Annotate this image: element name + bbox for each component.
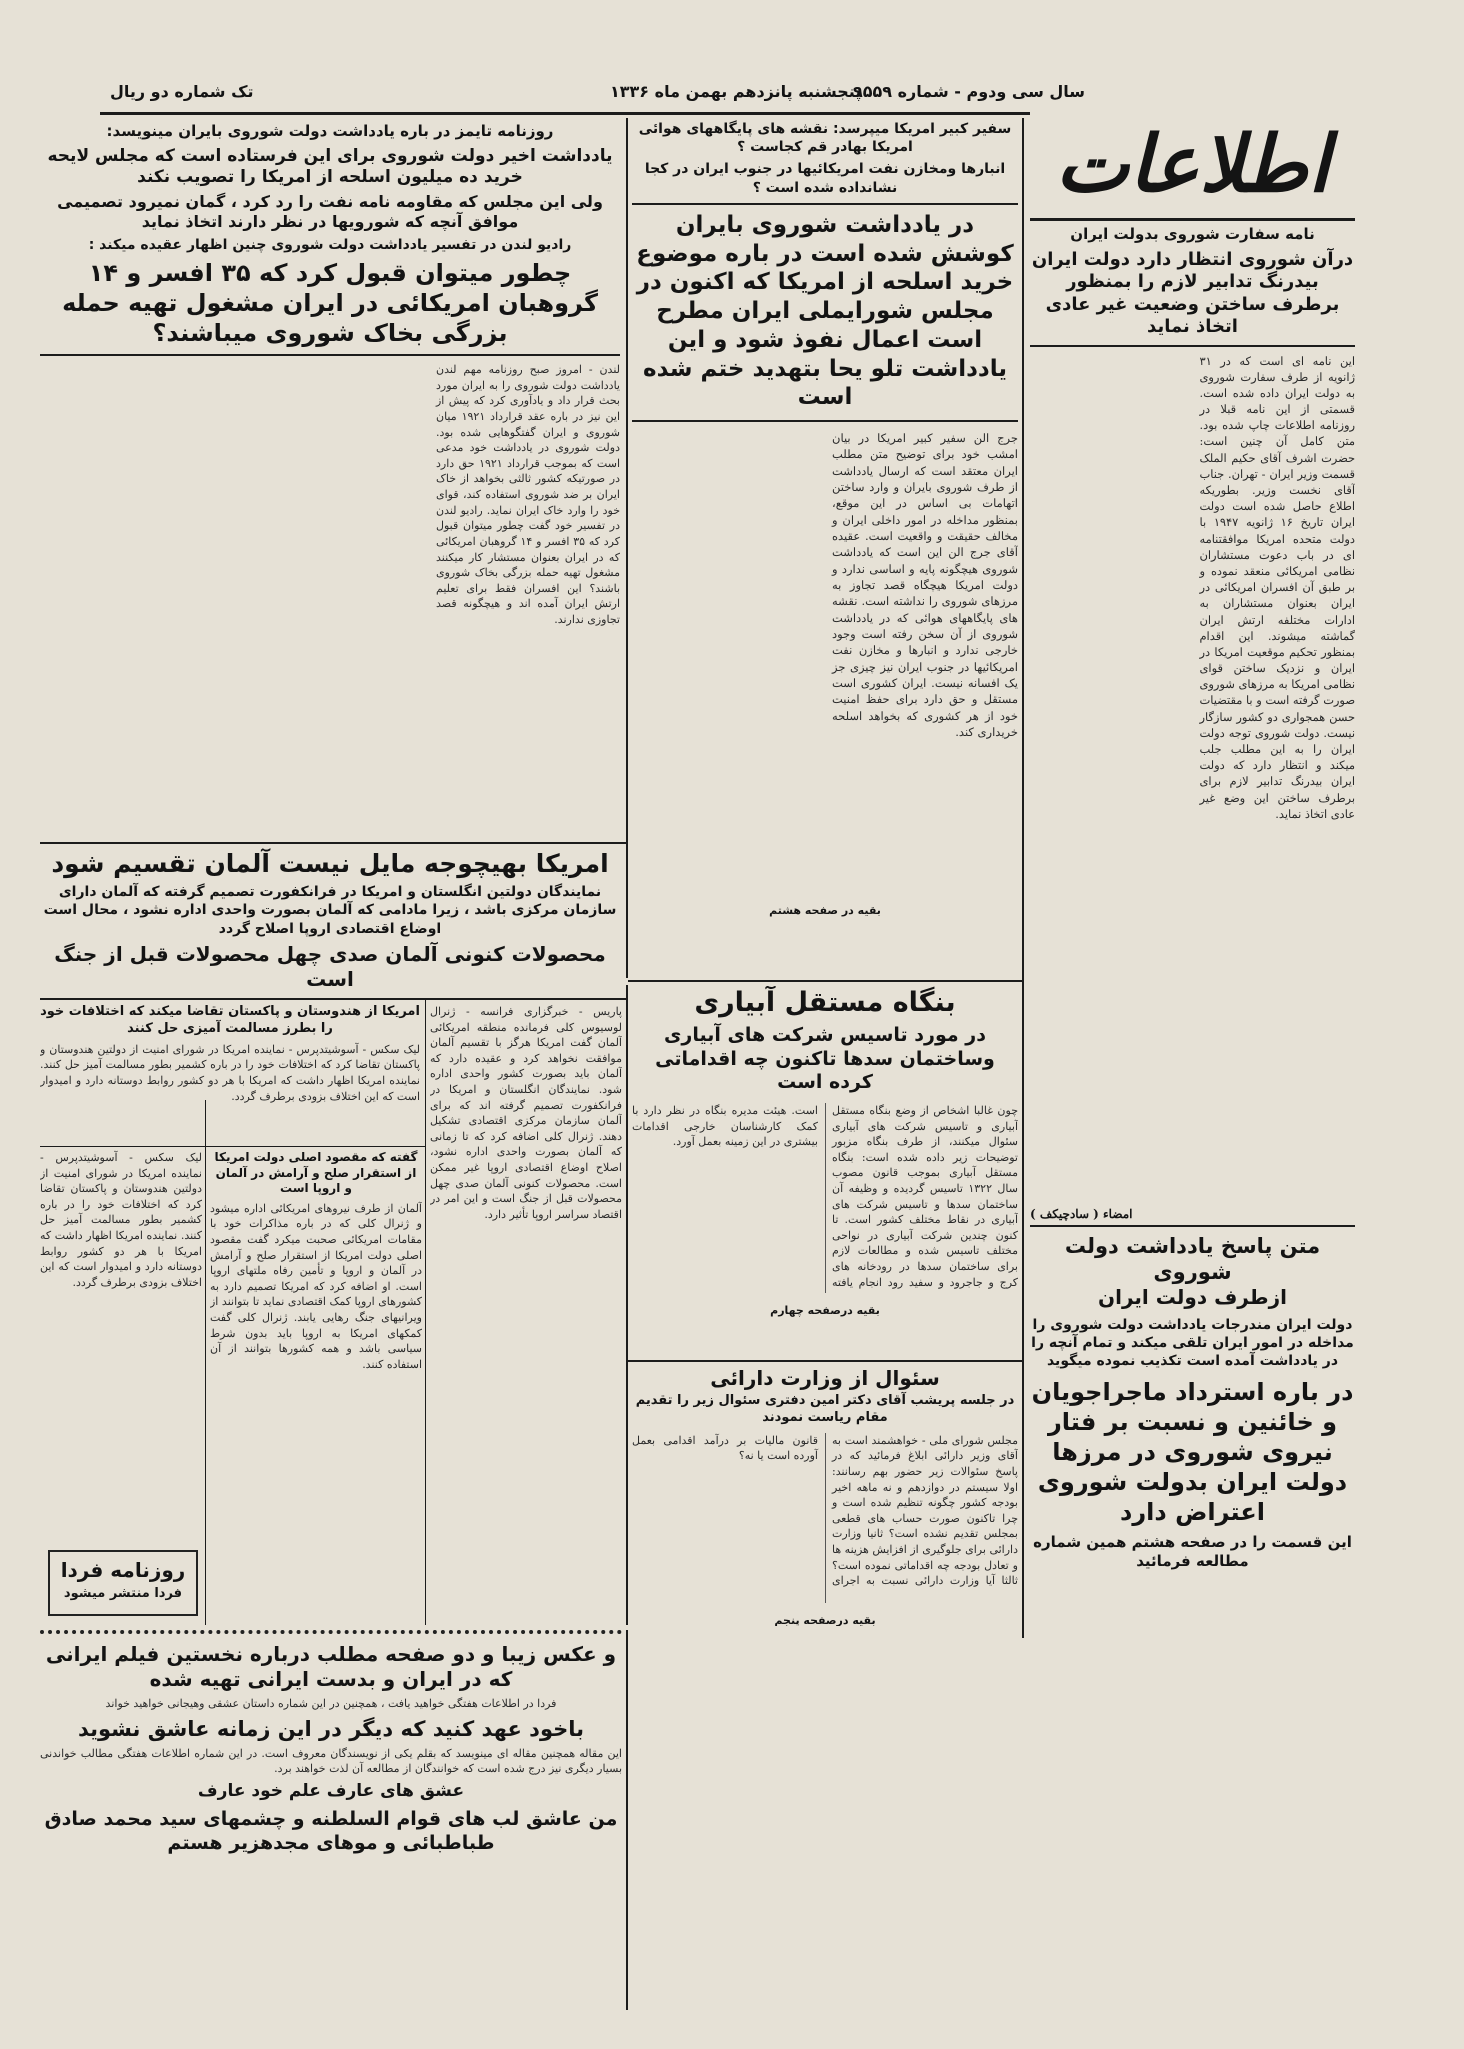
feature-right-border bbox=[626, 1630, 628, 2010]
tomorrow-line2: فردا منتشر میشود bbox=[63, 1586, 183, 1601]
irrigation-body: چون غالبا اشخاص از وضع بنگاه مستقل آبیاری و تاسیس شرکت های آبیاری سئوال میکنند، از طرف بنگاه مزبور توضیحات زیر داده شده است: بنگاه مستقل آبیاری بموجب قانون مصوب سال ۱۳۲۲ تاسیس گردیده و وظیفه آن ساختمان سدها و تاسیس شرکت های آبیاری در نقاط مختلف کشور است. تا کنون چندین شرکت آبیاری در نواحی مختلف تاسیس شده و مطالعات لازم برای ساختمان سدها در رودخانه های کرج و جاجرود و سفید رود انجام یافته است. هیئت مدیره بنگاه در نظر دارد با کمک کارشناسان خارجی اقدامات بیشتری در این زمینه بعمل آورد. bbox=[632, 1104, 1018, 1289]
price-label: تک شماره دو ریال bbox=[110, 82, 254, 101]
clay-body: آلمان از طرف نیروهای امریکائی اداره میشود و ژنرال کلی که در باره مذاکرات خود با مقامات امریکائی صحبت میکرد گفت مقصود اصلی دولت امریکا از استقرار صلح و آرامش در آلمان و اروپا و تأمین رفاه ملتهای اروپا است. او اضافه کرد که امریکا تصمیم دارد به کشورهای اروپا کمک اقتصادی نماید تا بتوانند از ویرانیهای جنگ رهایی یابند. ژنرال کلی گفت کمکهای امریکا به اروپا باید بدون شرط سیاسی باشد و همه کشورها بتوانند از آن استفاده کنند. bbox=[210, 1201, 422, 1371]
irrigation-headline: بنگاه مستقل آبیاری bbox=[694, 987, 956, 1018]
times-headline-1: روزنامه تایمز در باره یادداشت دولت شوروی بایران مینویسد: bbox=[106, 122, 554, 140]
reply-headline-2: ازطرف دولت ایران bbox=[1098, 1285, 1287, 1309]
feature-article bbox=[40, 1642, 622, 2002]
us-ambassador-article bbox=[632, 120, 1018, 980]
finance-article bbox=[632, 1366, 1018, 1626]
soviet-note-signature: امضاء ( سادچیکف ) bbox=[1030, 1206, 1133, 1221]
clay-article-col2 bbox=[40, 1150, 202, 1540]
irrigation-subheadline: در مورد تاسیس شرکت های آبیاری وساختمان سدها تاکنون چه اقداماتی کرده است bbox=[655, 1023, 995, 1094]
finance-subheadline: در جلسه پریشب آقای دکتر امین دفتری سئوال زیر را تقدیم مقام ریاست نمودند bbox=[635, 1393, 1015, 1425]
masthead-rule bbox=[1030, 218, 1355, 221]
feature-body: این مقاله همچنین مقاله ای مینویسد که بقلم یکی از نویسندگان معروف است. در این شماره اطلاعات هفتگی مطالب خواندنی بسیار دیگری نیز درج شده است که خوانندگان از مطالعه آن لذت خواهند برد. bbox=[40, 1746, 622, 1776]
times-headline-3: ولی این مجلس که مقاومه نامه نفت را رد کرد ، گمان نمیرود تصمیمی موافق آنچه که شورویها در نظر دارند اتخاذ نماید bbox=[57, 192, 603, 231]
top-rule bbox=[100, 112, 1030, 115]
feature-headline-4: من عاشق لب های قوام السلطنه و چشمهای سید محمد صادق طباطبائی و موهای مجدهزیر هستم bbox=[44, 1808, 618, 1855]
germany-body-col bbox=[430, 1004, 622, 1624]
date-label: پنجشنبه پانزدهم بهمن ماه ۱۳۳۶ bbox=[610, 82, 862, 101]
times-headline-5: چطور میتوان قبول کرد که ۳۵ افسر و ۱۴ گروهبان امریکائی در ایران مشغول تهیه حمله بزرگی بخاک شوروی میباشند؟ bbox=[62, 259, 598, 348]
times-headline-4: رادیو لندن در تفسیر یادداشت دولت شوروی چنین اظهار عقیده میکند : bbox=[88, 237, 572, 253]
times-headline-2: یادداشت اخیر دولت شوروی برای این فرستاده است که مجلس لایحه خرید ده میلیون اسلحه از امریکا را تصویب نکند bbox=[47, 145, 613, 187]
logo-text: اطلاعات bbox=[1055, 119, 1330, 210]
reply-note: این قسمت را در صفحه هشتم همین شماره مطالعه فرمائید bbox=[1033, 1532, 1352, 1571]
ambassador-headline-1: سفیر کبیر امریکا میپرسد: نقشه های پایگاههای هوائی امریکا بهادر قم کجاست ؟ bbox=[638, 121, 1012, 156]
pakistan-body: لیک سکس - آسوشیتدپرس - نماینده امریکا در شورای امنیت از دولتین هندوستان و پاکستان تقاضا کرد که اختلافات خود را در باره کشمیر بطور مسالمت آمیز حل کنند. نماینده امریکا اظهار داشت که امریکا با هر دو کشور روابط دوستانه دارد و امیدوار است که این اختلاف بزودی برطرف گردد. bbox=[40, 1042, 420, 1103]
pakistan-bottom-rule bbox=[40, 1146, 425, 1147]
pakistan-headline: امریکا از هندوستان و پاکستان تقاضا میکند که اختلافات خود را بطرز مسالمت آمیزی حل کنند bbox=[40, 1004, 420, 1036]
ambassador-body: جرج الن سفیر کبیر امریکا در بیان امشب خود برای توضیح متن مطلب ایران معتقد است که ارسال یادداشت از طرف شوروی بایران و وارد ساختن اتهامات بی اساس در این موقع، بمنظور مداخله در امور داخلی ایران و مخالف حقیقت و واقعیت است. عقیده آقای جرج الن این است که یادداشت شوروی هیچگونه پایه و اساسی ندارد و دولت امریکا هیچگاه قصد تجاوز به مرزهای شوروی را نداشته است. نقشه های پایگاههای هوائی که در یادداشت شوروی از آن سخن رفته است وجود خارجی ندارد و انبارها و مخازن نفت امریکائیها در جنوب ایران نیز چیزی جز یک افسانه نیست. ایران کشوری است مستقل و حق دارد برای حفظ امنیت خود از هر کشوری که بخواهد اسلحه خریداری کند. bbox=[832, 431, 1018, 739]
feature-dotted-rule bbox=[40, 1630, 622, 1638]
germany-body: پاریس - خبرگزاری فرانسه - ژنرال لوسیوس کلی فرمانده منطقه امریکائی آلمان گفت امریکا هرگز با تقسیم آلمان موافقت نخواهد کرد و عقیده دارد که آلمان باید بصورت کشور واحدی اداره شود. نمایندگان انگلستان و امریکا در فرانکفورت تصمیم گرفته اند که برای آلمان سازمان مرکزی اقتصادی تشکیل دهند. ژنرال کلی اضافه کرد که تا زمانی که آلمان بصورت واحدی اداره نشود، اصلاح اوضاع اقتصادی اروپا غیر ممکن است. محصولات کنونی آلمان صدی چهل محصولات قبل از جنگ است و این امر در اقتصاد سراسر اروپا تأثیر دارد. bbox=[430, 1005, 622, 1221]
finance-headline: سئوال از وزارت دارائی bbox=[710, 1366, 940, 1390]
clay-body-2: لیک سکس - آسوشیتدپرس - نماینده امریکا در شورای امنیت از دولتین هندوستان و پاکستان تقاضا کرد که اختلافات خود را در باره کشمیر بطور مسالمت آمیز حل کنند. نماینده امریکا اظهار داشت که امریکا با هر دو کشور روابط دوستانه دارد و امیدوار است که این اختلاف بزودی برطرف گردد. bbox=[40, 1151, 202, 1289]
col-divider-mid bbox=[626, 118, 628, 978]
finance-continued: بقیه درصفحه پنجم bbox=[774, 1613, 876, 1626]
ambassador-headline-2: انبارها ومخازن نفت امریکائیها در جنوب ایران در کجا نشانداده شده است ؟ bbox=[644, 161, 1006, 196]
col-divider-left-lower bbox=[425, 1000, 426, 1625]
germany-article bbox=[40, 848, 620, 998]
reply-headline: متن پاسخ یادداشت دولت شوروی bbox=[1064, 1233, 1321, 1284]
feature-headline-1: و عکس زیبا و دو صفحه مطلب درباره نخستین فیلم ایرانی که در ایران و بدست ایرانی تهیه شده bbox=[45, 1642, 617, 1691]
reply-intro: دولت ایران مندرجات یادداشت دولت شوروی را مداخله در امور ایران تلقی میکند و تمام آنچه را در یادداشت آمده است تکذیب نموده میگوید bbox=[1031, 1317, 1354, 1370]
germany-bottom-rule bbox=[40, 998, 626, 1000]
issue-label: سال سی ودوم - شماره ۹۵۵۹ bbox=[852, 82, 1085, 101]
germany-headline-3: محصولات کنونی آلمان صدی چهل محصولات قبل از جنگ است bbox=[54, 941, 606, 991]
soviet-note-article bbox=[1030, 225, 1355, 1620]
irrigation-top-rule bbox=[628, 980, 1022, 982]
ambassador-headline-3: در یادداشت شوروی بایران کوشش شده است در باره موضوع خرید اسلحه از امریکا که اکنون در مجلس شورایملی ایران مطرح است اعمال نفوذ شود و این یادداشت تلو یحا بتهدید ختم شده است bbox=[636, 211, 1014, 411]
feature-headline-2: باخود عهد کنید که دیگر در این زمانه عاشق نشوید bbox=[77, 1716, 585, 1741]
tomorrow-line1: روزنامه فردا bbox=[60, 1558, 186, 1582]
soviet-note-body: این نامه ای است که در ۳۱ ژانویه از طرف سفارت شوروی به دولت ایران داده شده است. قسمتی از این نامه قبلا در روزنامه اطلاعات چاپ شده بود. متن کامل آن چنین است: حضرت اشرف آقای حکیم الملک قسمت وزیر ایران - تهران. جناب آقای نخست وزیر. بطوریکه اطلاع حاصل شده است دولت ایران تاریخ ۱۶ ژانویه ۱۹۴۷ با دولت متحده امریکا موافقتنامه ای در باب دعوت مستشاران نظامی امریکائی منعقد نموده و بر طبق آن افسران امریکائی در ایران بعنوان مستشاران به ادارات مختلفه ارتش ایران گماشته میشوند. این اقدام بمنظور تحکیم موقعیت امریکا در ایران و نزدیک ساختن قوای نظامی امریکا به مرزهای شوروی صورت گرفته است و با مقتضیات حسن همجواری دو کشور سازگار نیست. دولت شوروی توجه دولت ایران را به این مطلب جلب میکند و انتظار دارد که دولت ایران بیدرنگ تدابیر لازم برای برطرف ساختن این وضع غیر عادی اتخاذ نماید. bbox=[1199, 353, 1355, 821]
germany-headline-1: امریکا بهیچوجه مایل نیست آلمان تقسیم شود bbox=[51, 849, 609, 878]
clay-article bbox=[210, 1150, 422, 1620]
soviet-note-headline: نامه سفارت شوروی بدولت ایران bbox=[1070, 225, 1315, 243]
times-body: لندن - امروز صبح روزنامه مهم لندن یادداشت دولت شوروی را به ایران مورد بحث قرار داد و یادآوری کرد که پیش از این نیز در باره عقد قرارداد ۱۹۲۱ میان شوروی و ایران گفتگوهایی شده بود. دولت شوروی در یادداشت خود مدعی است که بموجب قرارداد ۱۹۲۱ حق دارد در صورتیکه کشور ثالثی بخواهد از خاک ایران بر ضد شوروی استفاده کند، قوای خود را وارد خاک ایران نماید. رادیو لندن در تفسیر خود گفت چطور میتوان قبول کرد که ۳۵ افسر و ۱۴ گروهبان امریکائی که در ایران بعنوان مستشار کار میکنند مشغول تهیه حمله بزرگی بخاک شوروی باشند؟ این افسران فقط برای تعلیم ارتش ایران آمده اند و هیچگونه قصد تجاوزی ندارند. bbox=[436, 363, 620, 626]
ambassador-continued: بقیه در صفحه هشتم bbox=[769, 904, 881, 917]
tomorrow-box bbox=[48, 1550, 198, 1616]
irrigation-article bbox=[632, 986, 1018, 1356]
masthead-logo bbox=[1030, 115, 1355, 215]
finance-body: مجلس شورای ملی - خواهشمند است به آقای وزیر دارائی ابلاغ فرمائید که در پاسخ سئوالات زیر حضور بهم رسانند: اولا سیستم در دوازدهم و نه ماهه اخیر بودجه کشور چگونه تنظیم شده است و چرا تاکنون صورت حساب های قطعی بمجلس تقدیم نشده است؟ ثانیا وزارت دارائی برای جلوگیری از افزایش هزینه ها و تعادل بودجه چه اقداماتی نموده است؟ ثالثا آیا وزارت دارائی نسبت به اجرای قانون مالیات بر درآمد اقدامی بعمل آورده است یا نه؟ bbox=[632, 1433, 1018, 1588]
reply-headline-3: در باره استرداد ماجراجویان و خائنین و نسبت بر فتار نیروی شوروی در مرزها دولت ایران بدولت شوروی اعتراض دارد bbox=[1031, 1377, 1354, 1526]
clay-headline: گفته که مقصود اصلی دولت امریکا از استقرار صلح و آرامش در آلمان و اروپا است bbox=[214, 1150, 418, 1196]
col-divider-left-lower2 bbox=[205, 1100, 206, 1625]
finance-top-rule bbox=[628, 1360, 1022, 1362]
col-divider-mid2 bbox=[626, 985, 628, 1625]
feature-headline-3: عشق های عارف علم خود عارف bbox=[197, 1781, 465, 1802]
soviet-note-subheadline: درآن شوروی انتظار دارد دولت ایران بیدرنگ تدابیر لازم را بمنظور برطرف ساختن وضعیت غیر عادی اتخاذ نماید bbox=[1031, 248, 1354, 337]
date-line bbox=[110, 80, 1355, 110]
irrigation-continued: بقیه درصفحه چهارم bbox=[770, 1304, 880, 1317]
col-divider-right bbox=[1022, 118, 1024, 1638]
left-top-bottom-rule bbox=[40, 842, 626, 844]
feature-intro: فردا در اطلاعات هفتگی خواهید یافت ، همچنین در این شماره داستان عشقی وهیجانی خواهید خواند bbox=[105, 1697, 557, 1710]
pakistan-article bbox=[40, 1004, 420, 1144]
germany-headline-2: نمایندگان دولتین انگلستان و امریکا در فرانکفورت تصمیم گرفته که آلمان دارای سازمان مرکزی باشد ، زیرا مادامی که آلمان بصورت واحدی اداره نشود ، محال است اوضاع اقتصادی اروپا اصلاح گردد bbox=[43, 884, 617, 937]
